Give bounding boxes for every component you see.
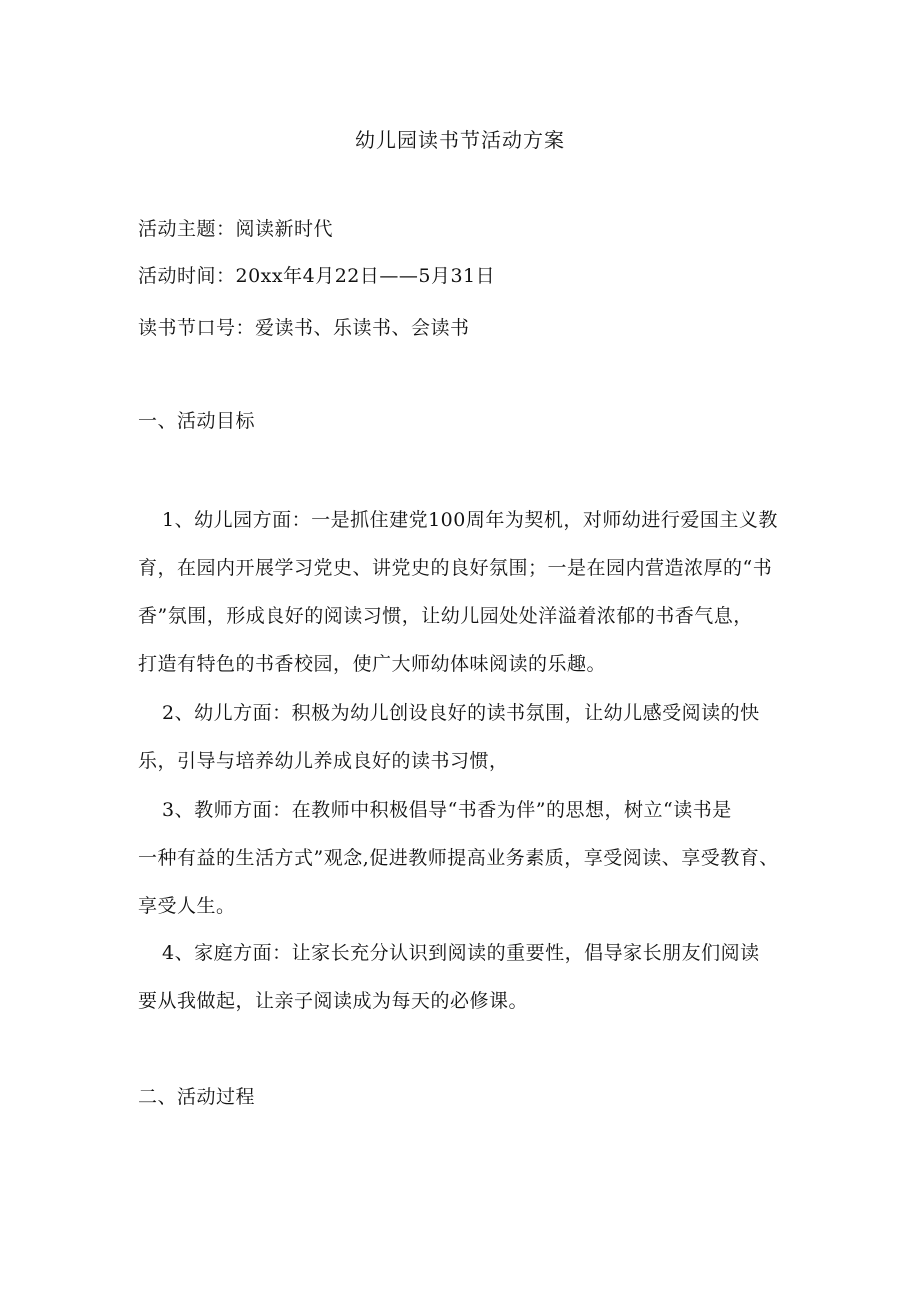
paragraph-line: 2、幼儿方面：积极为幼儿创设良好的读书氛围，让幼儿感受阅读的快 <box>162 702 760 724</box>
paragraph-line: 打造有特色的书香校园，使广大师幼体味阅读的乐趣。 <box>138 653 607 675</box>
goal-paragraph-teachers <box>138 786 786 930</box>
section-heading-process: 二、活动过程 <box>138 1086 256 1108</box>
paragraph-line: 乐，引导与培养幼儿养成良好的读书习惯， <box>138 750 509 772</box>
section-heading-goals: 一、活动目标 <box>138 410 256 432</box>
activity-theme: 活动主题：阅读新时代 <box>138 218 334 240</box>
paragraph-line: 香”氛围，形成良好的阅读习惯，让幼儿园处处洋溢着浓郁的书香气息， <box>138 605 753 627</box>
paragraph-line: 3、教师方面：在教师中积极倡导“书香为伴”的思想，树立“读书是 <box>162 799 732 821</box>
goal-paragraph-children <box>138 689 786 785</box>
reading-festival-slogan: 读书节口号：爱读书、乐读书、会读书 <box>138 317 470 339</box>
paragraph-line: 享受人生。 <box>138 895 236 917</box>
paragraph-line: 1、幼儿园方面：一是抓住建党100周年为契机，对师幼进行爱国主义教 <box>162 509 778 531</box>
goal-paragraph-kindergarten <box>138 496 786 688</box>
paragraph-line: 一种有益的生活方式”观念,促进教师提高业务素质，享受阅读、享受教育、 <box>138 847 779 869</box>
paragraph-line: 4、家庭方面：让家长充分认识到阅读的重要性，倡导家长朋友们阅读 <box>162 942 760 964</box>
paragraph-line: 要从我做起，让亲子阅读成为每天的必修课。 <box>138 990 529 1012</box>
document-title: 幼儿园读书节活动方案 <box>355 128 565 152</box>
paragraph-line: 育，在园内开展学习党史、讲党史的良好氛围；一是在园内营造浓厚的“书 <box>138 557 773 579</box>
activity-time: 活动时间：20xx年4月22日——5月31日 <box>138 265 496 287</box>
goal-paragraph-family <box>138 929 786 1025</box>
